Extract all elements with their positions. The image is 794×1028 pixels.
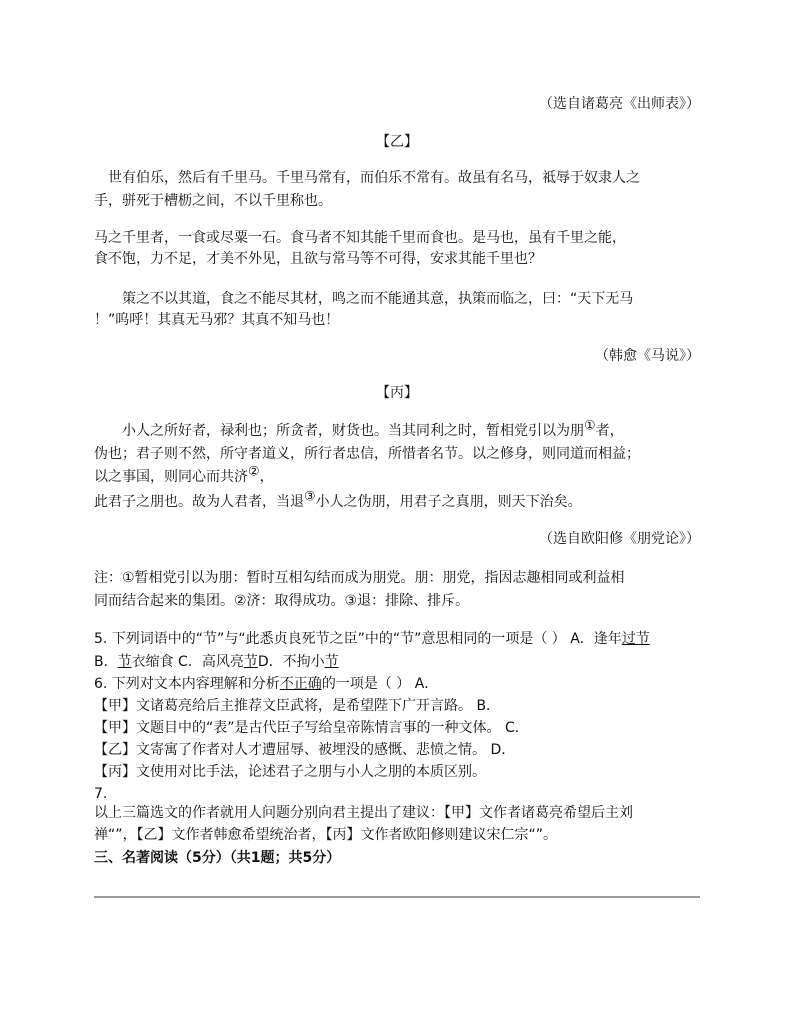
note-marker-3: ③ (304, 489, 316, 505)
question7-number: 7. (94, 786, 108, 802)
bing-line1-tail: 者， (595, 423, 624, 439)
notes-line2: 同而结合起来的集团。②济：取得成功。③退：排除、排斥。 (94, 593, 470, 609)
heading-bing: 【丙】 (376, 385, 418, 401)
notes-line1: 注：①暂相党引以为朋：暂时互相勾结而成为朋党。朋：朋党，指因志趣相同或利益相 (94, 570, 625, 586)
bing-line3 (94, 464, 274, 486)
q5-option-a-word: 过节 (621, 631, 650, 647)
source-chushibiao: （选自诸葛亮《出师表》） (539, 96, 700, 112)
bing-line2: 伪也；君子则不然，所守者道义，所行者忠信，所惜者名节。以之修身，则同道而相益； (94, 446, 640, 462)
bing-line1-text: 小人之所好者，禄利也；所贪者，财货也。当其同利之时，暂相党引以为朋 (122, 423, 584, 439)
bing-line1 (122, 418, 624, 440)
q6-stem-b: 的一项是（ ） A． (321, 676, 439, 692)
source-pengdanglun: （选自欧阳修《朋党论》） (539, 531, 700, 547)
yi-para2-line1: 马之千里者，一食或尽粟一石。食马者不知其能千里而食也。是马也，虽有千里之能， (94, 230, 626, 246)
bing-line4 (94, 489, 582, 511)
yi-para1-line1: 世有伯乐，然后有千里马。千里马常有，而伯乐不常有。故虽有名马，祗辱于奴隶人之 (108, 170, 640, 186)
q6-option-c: 【乙】文寄寓了作者对人才遭屈辱、被埋没的感慨、悲愤之情。 D． (94, 742, 516, 758)
q5-option-d-key: 节 (324, 654, 339, 670)
section3-heading: 三、名著阅读（5分）（共1题；共5分） (94, 850, 341, 866)
q5-option-b-label: B． (94, 654, 118, 670)
question5-line1 (94, 630, 650, 648)
question5-line2 (94, 653, 339, 671)
q5-option-b-rest: 衣缩食 C．高风亮 (131, 654, 244, 670)
yi-para1-line2: 手，骈死于槽枥之间，不以千里称也。 (94, 193, 332, 209)
heading-yi: 【乙】 (376, 134, 418, 150)
q5-option-b-key: 节 (117, 654, 132, 670)
note-marker-1: ① (584, 418, 596, 434)
q6-option-a: 【甲】文诸葛亮给后主推荐文臣武将，是希望陛下广开言路。 B． (94, 698, 501, 714)
q6-option-d: 【丙】文使用对比手法，论述君子之朋与小人之朋的本质区别。 (94, 764, 486, 780)
yi-para3-line1: 策之不以其道，食之不能尽其材，鸣之而不能通其意，执策而临之，曰：“天下无马 (122, 291, 634, 307)
note-marker-2: ② (248, 464, 260, 480)
question6-stem (94, 675, 438, 693)
question7-line2: 禅“”，【乙】文作者韩愈希望统治者，【丙】文作者欧阳修则建议宋仁宗“”。 (94, 827, 558, 843)
q5-stem: 5. 下列词语中的“节”与“此悉贞良死节之臣”中的“节”意思相同的一项是（ ） A．逢年 (94, 631, 622, 647)
yi-para3-line2: ！”呜呼！其真无马邪？其真不知马也！ (94, 312, 340, 328)
q5-option-d-label: D．不拘小 (257, 654, 325, 670)
section-divider (94, 896, 700, 898)
q6-stem-a: 6. 下列对文本内容理解和分析 (94, 676, 280, 692)
bing-line3-tail: ， (259, 469, 274, 485)
yi-para2-line2: 食不饱，力不足，才美不外见，且欲与常马等不可得，安求其能千里也？ (94, 251, 542, 267)
source-mashuo: （韩愈《马说》） (595, 348, 700, 364)
q5-option-c-key: 节 (243, 654, 258, 670)
bing-line3-text: 以之事国，则同心而共济 (94, 469, 248, 485)
question7-line1: 以上三篇选文的作者就用人问题分别向君主提出了建议：【甲】文作者诸葛亮希望后主刘 (94, 805, 633, 821)
bing-line4-text: 此君子之朋也。故为人君者，当退 (94, 494, 304, 510)
q6-option-b: 【甲】文题目中的“表”是古代臣子写给皇帝陈情言事的一种文体。 C． (94, 720, 529, 736)
q6-stem-key: 不正确 (279, 676, 322, 692)
bing-line4-tail: 小人之伪朋，用君子之真朋，则天下治矣。 (315, 494, 582, 510)
